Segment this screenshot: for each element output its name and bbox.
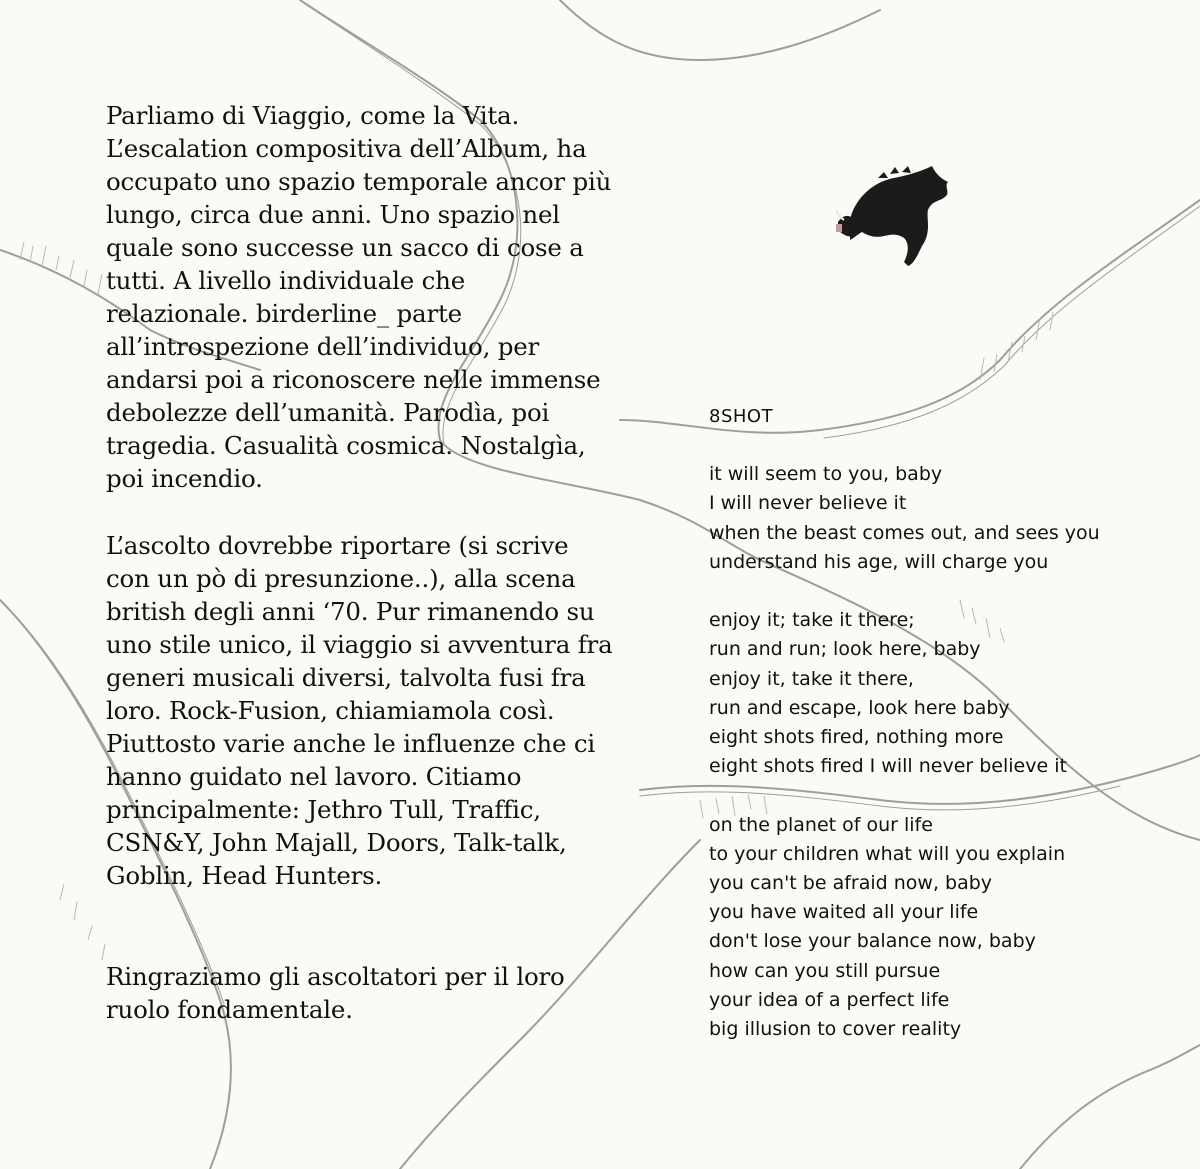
intro-text-column [106,99,626,1026]
lyrics-column [709,402,1179,1073]
lyric-line: on the planet of our life [709,813,933,836]
lyric-line: when the beast comes out, and sees you [709,521,1100,544]
intro-paragraph: L’ascolto dovrebbe riportare (si scrive con un pò di presunzione..), alla scena british degli anni ‘70. Pur rimanendo su uno stile unico, il viaggio si avventura fra generi musicali diversi, talvolta fusi fra loro. Rock-Fusion, chiamiamola così. Piuttosto varie anche le influenze che ci hanno guidato nel lavoro. Citiamo principalmente: Jethro Tull, Traffic, CSN&Y, John Majall, Doors, Talk-talk, Goblin, Head Hunters. [106,531,613,890]
lyric-line: it will seem to you, baby [709,463,943,486]
lyric-line: enjoy it, take it there, [709,667,914,690]
boar-silhouette-icon [832,160,962,270]
lyric-line: how can you still pursue [709,959,941,982]
lyric-line: to your children what will you explain [709,842,1066,865]
lyrics-stanza [709,606,1179,781]
lyric-line: your idea of a perfect life [709,988,950,1011]
lyric-line: eight shots fired, nothing more [709,726,1004,749]
lyric-line: you have waited all your life [709,901,979,924]
lyric-line: enjoy it; take it there; [709,609,915,632]
lyrics-stanza [709,811,1179,1045]
lyrics-stanza [709,460,1179,577]
lyric-line: run and escape, look here baby [709,696,1010,719]
intro-paragraph: Ringraziamo gli ascoltatori per il loro ruolo fondamentale. [106,962,565,1024]
lyric-line: don't lose your balance now, baby [709,930,1036,953]
lyric-line: you can't be afraid now, baby [709,872,993,895]
lyric-line: run and run; look here, baby [709,638,981,661]
lyric-line: big illusion to cover reality [709,1018,962,1041]
lyric-line: understand his age, will charge you [709,550,1049,573]
intro-paragraph: Parliamo di Viaggio, come la Vita. L’escalation compositiva dell’Album, ha occupato uno spazio temporale ancor più lungo, circa due anni. Uno spazio nel quale sono successe un sacco di cose a tutti. A livello individuale che relazionale. birderline_ parte all’introspezione dell’individuo, per andarsi poi a riconoscere nelle immense debolezze dell’umanità. Parodìa, poi tragedia. Casualità cosmica. Nostalgìa, poi incendio. [106,101,612,493]
lyric-line: eight shots fired I will never believe it [709,755,1067,778]
lyric-line: I will never believe it [709,492,907,515]
song-title: 8SHOT [709,406,774,427]
